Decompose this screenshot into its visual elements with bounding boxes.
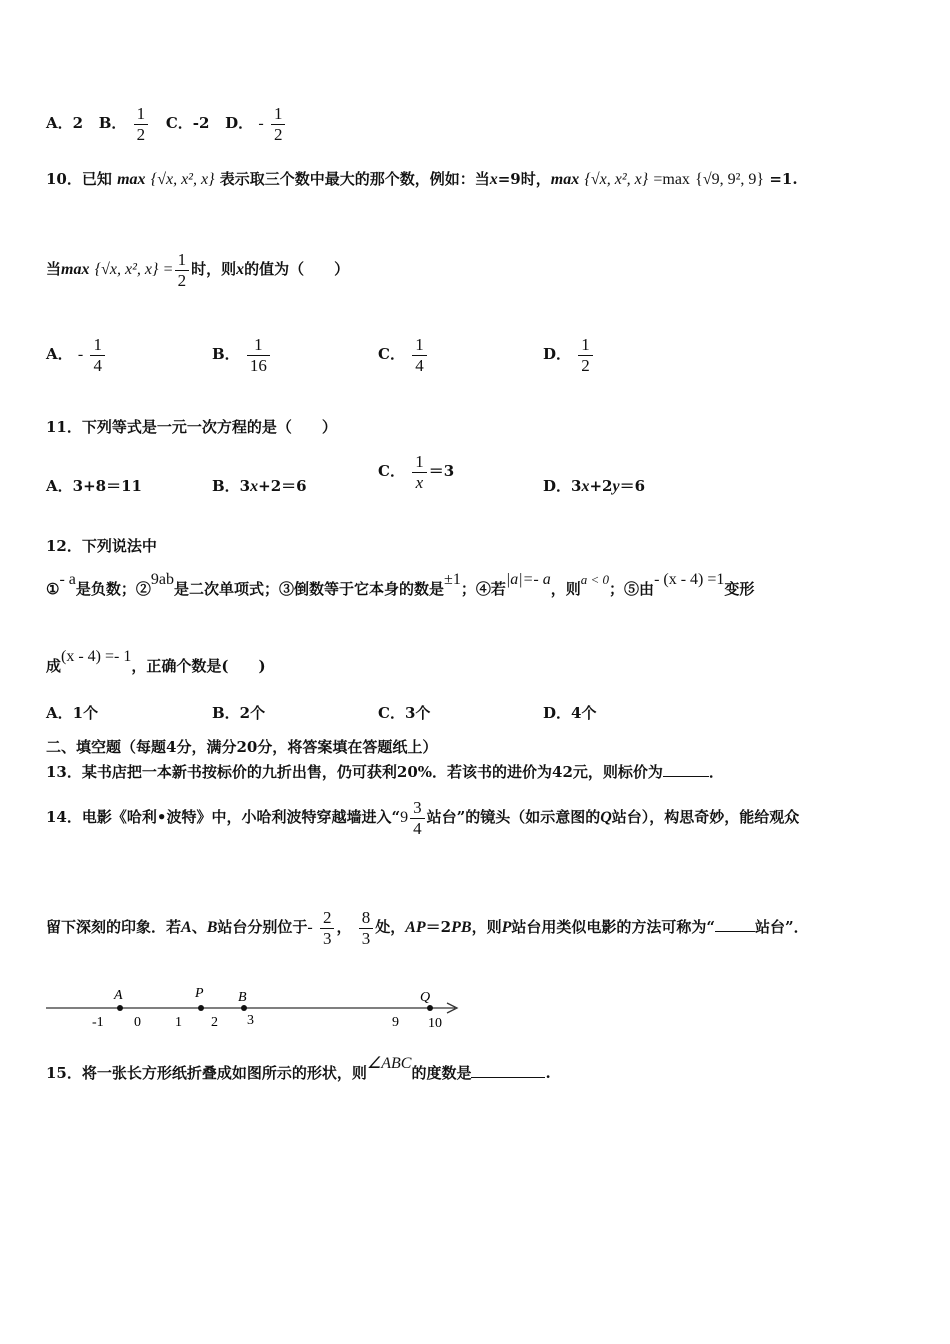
tick-label: 10 <box>428 1016 442 1031</box>
point-p-dot <box>198 1005 204 1011</box>
q11-option-c: C． $\frac{1}{x}$ ＝3 <box>378 452 455 492</box>
point-b-label: B <box>238 990 247 1005</box>
point-b-dot <box>241 1005 247 1011</box>
q10-half-fraction: $\frac{1}{2}$ <box>175 250 190 290</box>
q10-max-label: max <box>117 171 146 188</box>
q14-line1: 14．电影《哈利•波特》中，小哈利波特穿越墙进入“9 $\frac{3}{4}$ 站台”的镜头（如示意图的Q站台），构思奇妙，能给观众 <box>46 798 800 838</box>
q14-line2: 留下深刻的印象．若A、B站台分别位于- $\frac{2}{3}$ ， $\frac{8}{3}$ 处，AP＝2PB，则P站台用类似电影的方法可称为“ 站台”． <box>46 908 809 948</box>
q9-options: A．2 B． $\frac{1}{2}$ C．-2 D． - $\frac{1}{2}$ <box>46 104 287 144</box>
q9-option-d-label: D． <box>225 114 254 133</box>
q9-option-a: A．2 <box>46 114 84 133</box>
point-q-label: Q <box>420 990 431 1005</box>
q12-line2: 成(x - 4) =- 1，正确个数是( ) <box>46 648 266 675</box>
q12-option-b: B．2个 <box>212 704 266 722</box>
q10-set: {√x, x², x} <box>150 171 215 188</box>
q10-option-c: C． $\frac{1}{4}$ <box>378 335 429 375</box>
tick-label: 0 <box>134 1015 141 1030</box>
q9-option-d-fraction: $\frac{1}{2}$ <box>271 104 286 144</box>
q15-answer-blank[interactable] <box>471 1063 545 1078</box>
q10-example-set: {√9, 9², 9} <box>695 171 765 188</box>
section-heading: 二、填空题（每题4分，满分20分，将答案填在答题纸上） <box>46 738 438 756</box>
q9-option-c: C．-2 <box>165 114 210 133</box>
q15-angle: ∠ABC <box>366 1055 412 1072</box>
q12-statements: ①- a是负数；②9ab是二次单项式；③倒数等于它本身的数是±1；④若|a|=- a，则a < 0；⑤由- (x - 4) =1变形 <box>46 571 755 598</box>
q10-option-a: A． - $\frac{1}{4}$ <box>46 335 107 375</box>
q9-option-b-fraction: $\frac{1}{2}$ <box>134 104 149 144</box>
point-a-label: A <box>114 988 123 1003</box>
tick-label: 3 <box>247 1013 254 1028</box>
q14-answer-blank[interactable] <box>715 917 755 932</box>
q11-option-d: D．3x+2y＝6 <box>543 477 646 495</box>
q11-option-a: A．3+8＝11 <box>46 477 142 495</box>
q12-option-c: C．3个 <box>378 704 431 722</box>
q9-option-b-label: B． <box>98 114 127 133</box>
q10-option-d: D． $\frac{1}{2}$ <box>543 335 595 375</box>
q12-option-a: A．1个 <box>46 704 99 722</box>
q15: 15．将一张长方形纸折叠成如图所示的形状，则∠ABC的度数是 . <box>46 1055 551 1082</box>
q13: 13．某书店把一本新书按标价的九折出售，仍可获利20%．若该书的进价为42元，则标价为 ． <box>46 763 724 781</box>
tick-label: 1 <box>175 1015 182 1030</box>
tick-label: 9 <box>392 1015 399 1030</box>
q11-stem: 11．下列等式是一元一次方程的是（ ） <box>46 418 337 436</box>
tick-label: -1 <box>92 1015 104 1030</box>
q13-answer-blank[interactable] <box>663 762 709 777</box>
tick-label: 2 <box>211 1015 218 1030</box>
point-p-label: P <box>195 986 204 1001</box>
q11-option-b: B．3x+2＝6 <box>212 477 307 495</box>
q12-stem: 12．下列说法中 <box>46 537 157 555</box>
q12-option-d: D．4个 <box>543 704 597 722</box>
q10-option-b: B． $\frac{1}{16}$ <box>212 335 272 375</box>
q10-line2: 当max {√x, x², x} = $\frac{1}{2}$ 时，则x的值为（ ） <box>46 250 350 290</box>
point-a-dot <box>117 1005 123 1011</box>
q10-stem: 10．已知 max {√x, x², x} 表示取三个数中最大的那个数，例如：当x=9时，max {√x, x², x} =max {√9, 9², 9} =1. <box>46 170 798 188</box>
point-q-dot <box>427 1005 433 1011</box>
number-line-figure <box>40 982 470 1032</box>
